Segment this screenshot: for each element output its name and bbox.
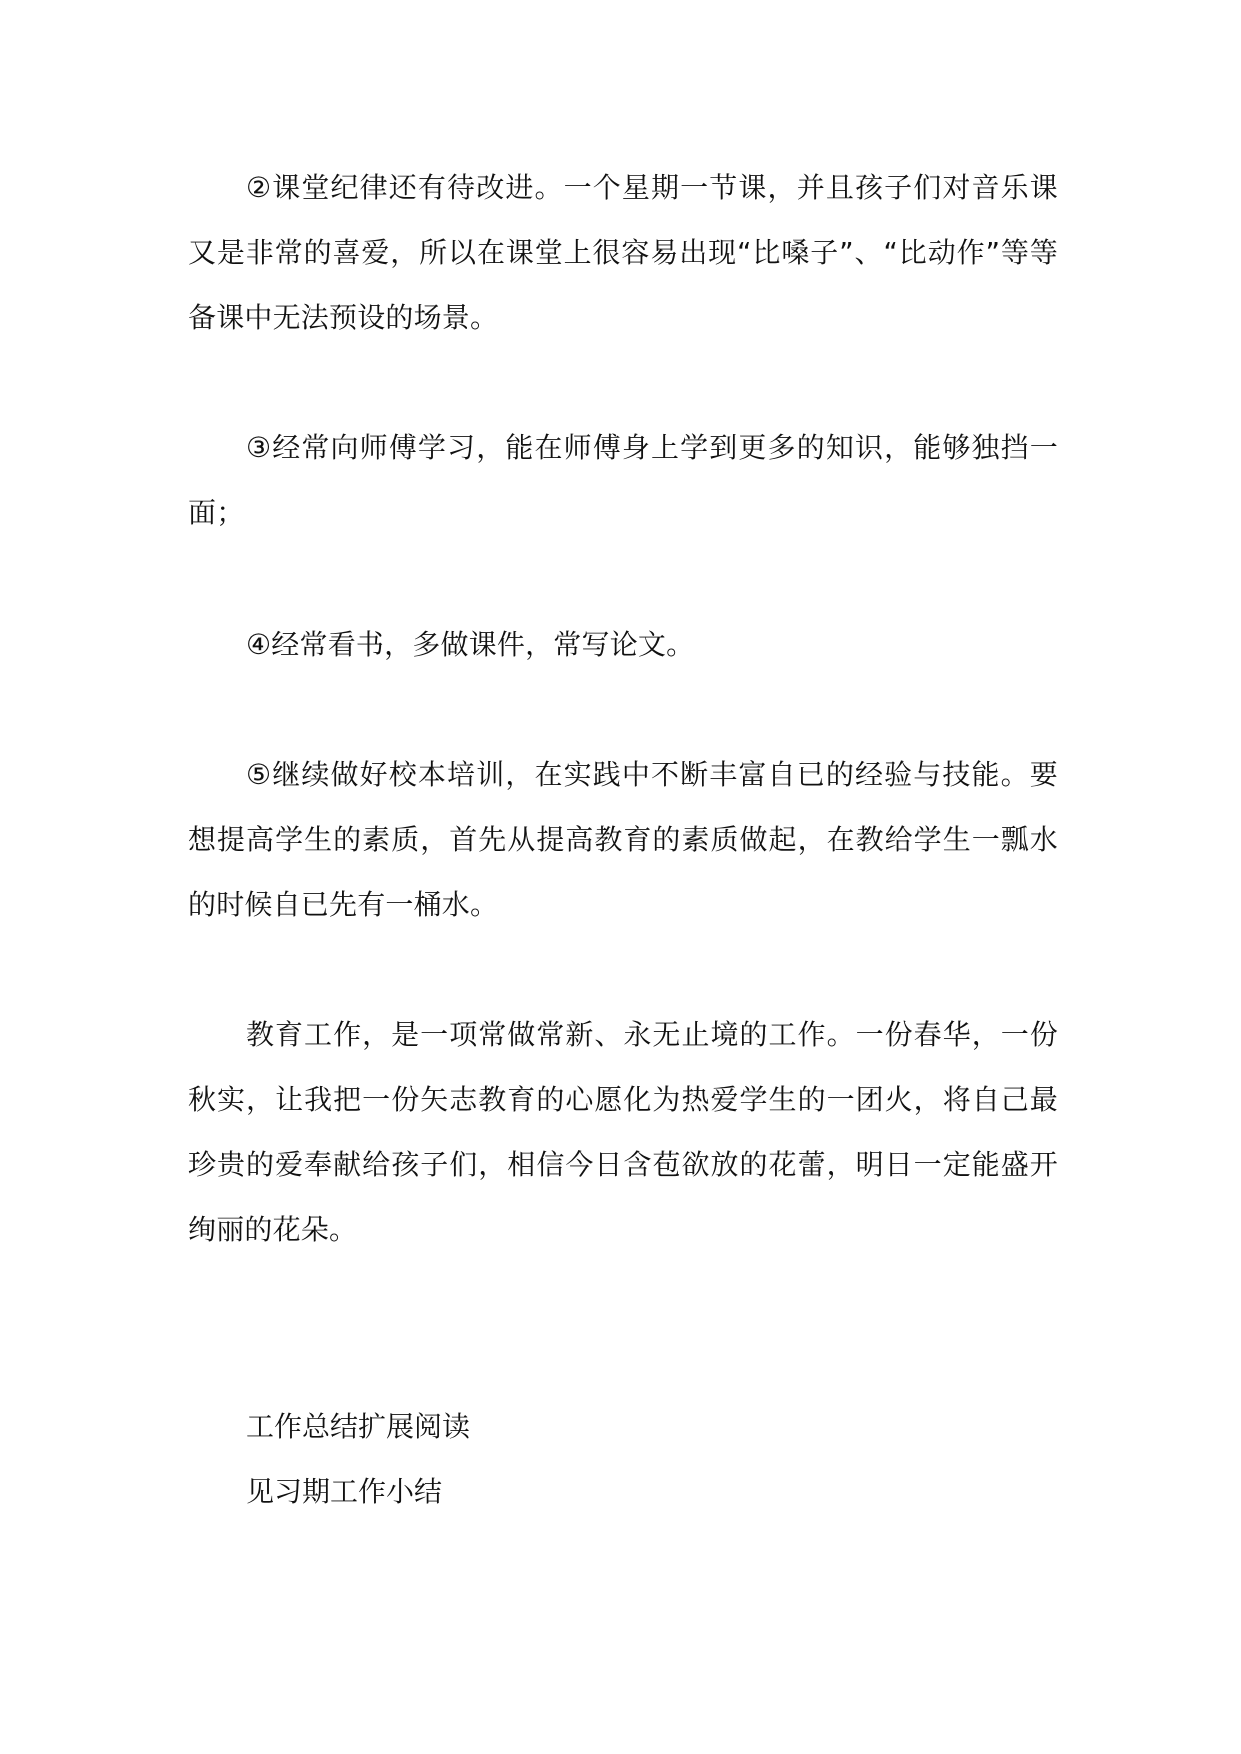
extended-reading-heading: 工作总结扩展阅读 [246,1410,471,1443]
extended-reading-item[interactable]: 见习期工作小结 [246,1475,443,1508]
paragraph-school-training: ⑤继续做好校本培训，在实践中不断丰富自已的经验与技能。要想提高学生的素质，首先从提高教育的素质做起，在教给学生一瓢水的时候自已先有一桶水。 [188,758,1058,921]
paragraph-reading-courseware: ④经常看书，多做课件，常写论文。 [246,628,695,661]
paragraph-conclusion: 教育工作，是一项常做常新、永无止境的工作。一份春华，一份秋实，让我把一份矢志教育的心愿化为热爱学生的一团火，将自己最珍贵的爱奉献给孩子们，相信今日含苞欲放的花蕾，明日一定能盛开绚丽的花朵。 [188,1018,1058,1246]
paragraph-learn-from-mentor: ③经常向师傅学习，能在师傅身上学到更多的知识，能够独挡一面； [188,431,1058,529]
paragraph-classroom-discipline: ②课堂纪律还有待改进。一个星期一节课，并且孩子们对音乐课又是非常的喜爱，所以在课堂上很容易出现“比嗓子”、“比动作”等等备课中无法预设的场景。 [188,171,1058,334]
